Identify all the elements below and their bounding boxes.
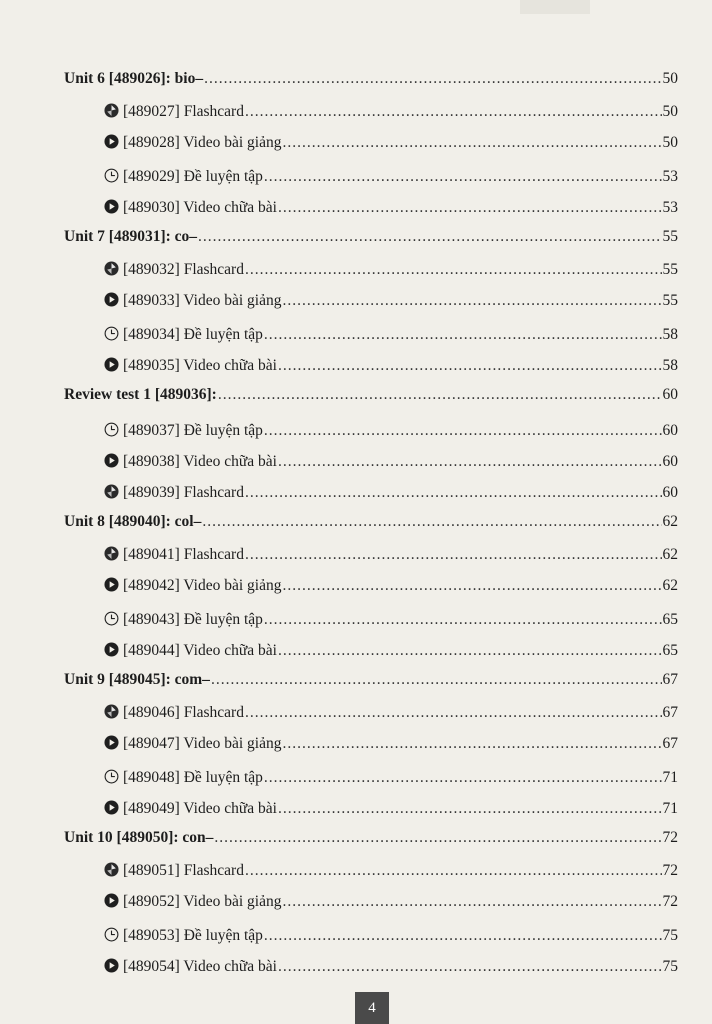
toc-item-row[interactable] [64,696,678,727]
item-label: [489033] Video bài giảng [123,292,282,309]
toc-item-row[interactable] [64,600,678,634]
toc-item-row[interactable] [64,916,678,950]
clock-icon [104,611,119,626]
toc-item-row[interactable] [64,157,678,191]
dot-leader [283,577,662,595]
toc-item-row[interactable] [64,349,678,380]
item-label: [489046] Flashcard [123,704,244,721]
page-ref: 72 [662,862,678,879]
dot-leader [202,513,661,531]
unit-title: Unit 9 [489045]: com– [64,671,210,688]
clock-icon [104,927,119,942]
toc-item-row[interactable] [64,792,678,823]
item-label: [489035] Video chữa bài [123,357,277,374]
item-label: [489043] Đề luyện tập [123,611,263,628]
page-ref: 60 [662,484,678,501]
page-ref: 60 [662,453,678,470]
toc-item-row[interactable] [64,538,678,569]
dot-leader [245,546,662,564]
dot-leader [264,422,662,440]
dot-leader [245,862,662,880]
page-ref: 50 [662,134,678,151]
toc-unit-row[interactable] [64,222,678,253]
page-number: 4 [355,992,389,1024]
toc-item-row[interactable] [64,634,678,665]
play-icon [104,357,119,372]
dot-leader [283,292,662,310]
play-icon [104,199,119,214]
unit-title: Unit 6 [489026]: bio– [64,70,204,87]
item-label: [489047] Video bài giảng [123,735,282,752]
dot-leader [278,199,662,217]
dot-leader [283,134,662,152]
play-icon [104,453,119,468]
play-icon [104,893,119,908]
page-ref: 71 [662,769,678,786]
item-label: [489051] Flashcard [123,862,244,879]
page-ref: 72 [662,829,678,846]
dot-leader [264,769,662,787]
page-ref: 60 [662,422,678,439]
toc-unit-row[interactable] [64,823,678,854]
item-label: [489048] Đề luyện tập [123,769,263,786]
flashcard-icon [104,704,119,719]
page-ref: 55 [662,261,678,278]
play-icon [104,958,119,973]
page-ref: 50 [662,70,678,87]
table-of-contents [64,64,678,981]
dot-leader [245,704,662,722]
unit-title: Unit 8 [489040]: col– [64,513,202,530]
flashcard-icon [104,484,119,499]
item-label: [489029] Đề luyện tập [123,168,263,185]
toc-item-row[interactable] [64,191,678,222]
item-label: [489028] Video bài giảng [123,134,282,151]
dot-leader [264,611,662,629]
page-ref: 53 [662,168,678,185]
dot-leader [245,103,662,121]
dot-leader [245,261,662,279]
item-label: [489049] Video chữa bài [123,800,277,817]
item-label: [489054] Video chữa bài [123,958,277,975]
item-label: [489042] Video bài giảng [123,577,282,594]
flashcard-icon [104,546,119,561]
clock-icon [104,168,119,183]
dot-leader [278,958,662,976]
flashcard-icon [104,103,119,118]
toc-unit-row[interactable] [64,64,678,95]
dot-leader [264,168,662,186]
dot-leader [264,927,662,945]
dot-leader [283,735,662,753]
toc-unit-row[interactable] [64,380,678,411]
item-label: [489032] Flashcard [123,261,244,278]
dot-leader [204,70,661,88]
play-icon [104,642,119,657]
toc-item-row[interactable] [64,95,678,126]
item-label: [489039] Flashcard [123,484,244,501]
toc-item-row[interactable] [64,445,678,476]
play-icon [104,134,119,149]
toc-item-row[interactable] [64,885,678,916]
page-ref: 65 [662,642,678,659]
unit-title: Unit 10 [489050]: con– [64,829,214,846]
unit-title: Review test 1 [489036]: [64,386,217,403]
toc-item-row[interactable] [64,476,678,507]
page-ref: 67 [662,735,678,752]
dot-leader [218,386,662,404]
flashcard-icon [104,862,119,877]
play-icon [104,577,119,592]
toc-item-row[interactable] [64,411,678,445]
toc-item-row[interactable] [64,284,678,315]
toc-item-row[interactable] [64,727,678,758]
clock-icon [104,422,119,437]
toc-item-row[interactable] [64,950,678,981]
page-ref: 62 [662,546,678,563]
toc-item-row[interactable] [64,569,678,600]
page-ref: 55 [662,228,678,245]
page-ref: 71 [662,800,678,817]
page-ref: 67 [662,704,678,721]
page-ref: 62 [662,577,678,594]
dot-leader [278,800,662,818]
page-ref: 60 [662,386,678,403]
page-ref: 67 [662,671,678,688]
page-ref: 53 [662,199,678,216]
toc-item-row[interactable] [64,253,678,284]
item-label: [489037] Đề luyện tập [123,422,263,439]
dot-leader [198,228,661,246]
item-label: [489044] Video chữa bài [123,642,277,659]
page-ref: 75 [662,927,678,944]
page-ref: 58 [662,326,678,343]
page-top-tab [520,0,590,14]
dot-leader [278,642,662,660]
item-label: [489027] Flashcard [123,103,244,120]
dot-leader [214,829,661,847]
page-ref: 75 [662,958,678,975]
page-ref: 50 [662,103,678,120]
clock-icon [104,326,119,341]
toc-unit-row[interactable] [64,507,678,538]
toc-item-row[interactable] [64,758,678,792]
dot-leader [264,326,662,344]
play-icon [104,800,119,815]
play-icon [104,735,119,750]
page-ref: 62 [662,513,678,530]
dot-leader [278,357,662,375]
item-label: [489041] Flashcard [123,546,244,563]
page-ref: 55 [662,292,678,309]
dot-leader [211,671,662,689]
dot-leader [283,893,662,911]
item-label: [489052] Video bài giảng [123,893,282,910]
dot-leader [245,484,662,502]
clock-icon [104,769,119,784]
dot-leader [278,453,662,471]
toc-item-row[interactable] [64,126,678,157]
toc-unit-row[interactable] [64,665,678,696]
unit-title: Unit 7 [489031]: co– [64,228,198,245]
item-label: [489038] Video chữa bài [123,453,277,470]
play-icon [104,292,119,307]
page-ref: 58 [662,357,678,374]
toc-item-row[interactable] [64,315,678,349]
toc-item-row[interactable] [64,854,678,885]
item-label: [489034] Đề luyện tập [123,326,263,343]
page-ref: 72 [662,893,678,910]
flashcard-icon [104,261,119,276]
item-label: [489053] Đề luyện tập [123,927,263,944]
page-ref: 65 [662,611,678,628]
item-label: [489030] Video chữa bài [123,199,277,216]
